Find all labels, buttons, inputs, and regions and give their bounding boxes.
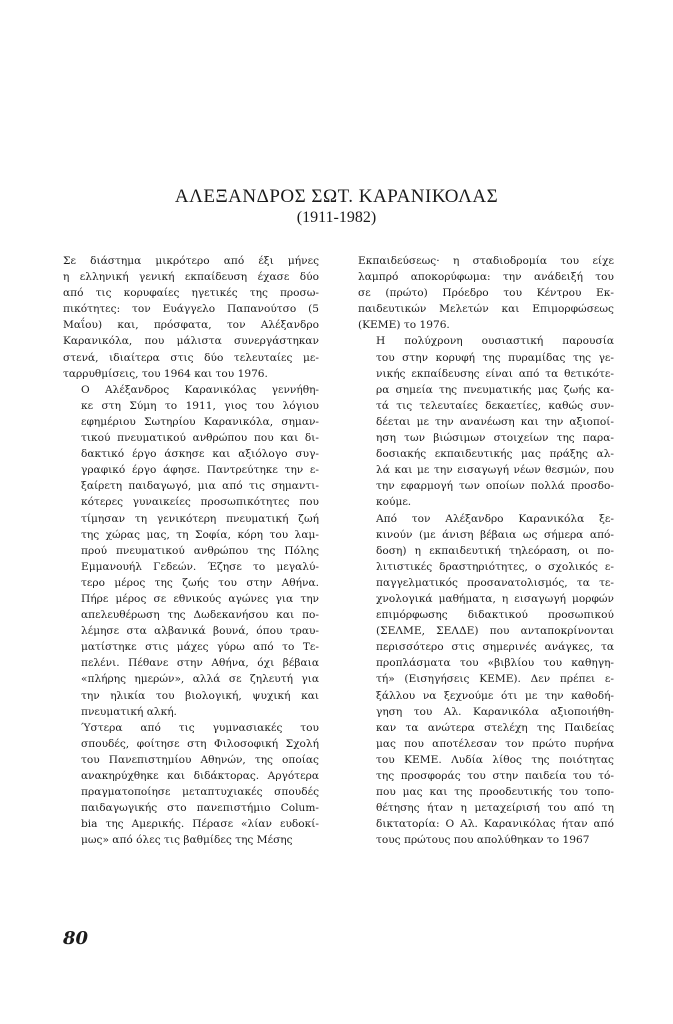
article-years: (1911-1982) <box>296 209 377 226</box>
text-line: Καρανικόλα, που μάλιστα συνεργάστηκαν <box>63 335 319 348</box>
text-line: παιδαγωγικής στο πανεπιστήμιο Colum- <box>81 802 319 815</box>
text-line: θέτησης ήταν η μεταχείρισή του από τη <box>376 802 614 815</box>
text-line: τικού πνευματικού ανθρώπου που και δι- <box>81 432 319 445</box>
text-line: δοσιακής εκπαιδευτικής μας πράξης αλ- <box>376 448 614 461</box>
page-number: 80 <box>63 928 89 949</box>
text-line: (ΣΕΛΜΕ, ΣΕΛΔΕ) που ανταποκρίνονται <box>376 625 614 638</box>
text-line: ρα σημεία της πνευματικής μας ζωής κα- <box>376 383 614 396</box>
text-line: σε (πρώτο) Πρόεδρο του Κέντρου Εκ- <box>358 287 614 300</box>
paragraph <box>63 382 319 720</box>
text-line: λά και με την εισαγωγή νέων θεσμών, που <box>376 464 614 477</box>
left-column <box>63 253 319 848</box>
text-line: (ΚΕΜΕ) το 1976. <box>358 319 450 332</box>
paragraph <box>358 253 614 333</box>
text-line: μας που αποτέλεσαν τον πρώτο πυρήνα <box>376 737 614 750</box>
paragraph <box>358 333 614 510</box>
text-line: πικότητες: τον Ευάγγελο Παπανούτσο (5 <box>63 303 319 316</box>
text-line: απελευθέρωση της Δωδεκανήσου και πο- <box>81 609 319 622</box>
text-line: της χώρας μας, τη Σοφία, κόρη του λαμ- <box>81 528 319 541</box>
text-line: την εφαρμογή των οποίων πολλά προσδο- <box>376 480 614 493</box>
text-line: πελένι. Πέθανε στην Αθήνα, όχι βέβαια <box>81 657 319 670</box>
text-line: ταρρυθμίσεις, του 1964 και του 1976. <box>63 367 268 380</box>
text-line: τους πρώτους που απολύθηκαν το 1967 <box>376 834 590 847</box>
text-line: τίμησαν τη γενικότερη πνευματική ζωή <box>81 512 319 525</box>
text-line: πνευματική αλκή. <box>81 705 177 718</box>
text-line: την ηλικία του βιολογική, ψυχική και <box>81 689 319 702</box>
text-line: Η πολύχρονη ουσιαστική παρουσία <box>376 335 614 348</box>
text-line: ηση των βιώσιμων στοιχείων της παρα- <box>376 432 614 445</box>
text-line: λέμησε στα αλβανικά βουνά, όπου τραυ- <box>81 625 319 638</box>
text-line: ξάλλου να ξεχνούμε ότι με την καθοδή- <box>376 689 614 702</box>
text-line: καν τα ανώτερα στελέχη της Παιδείας <box>376 721 614 734</box>
right-column <box>358 253 614 848</box>
text-line: παιδευτικών Μελετών και Επιμορφώσεως <box>358 303 614 316</box>
text-line: Μαΐου) και, πρόσφατα, τον Αλέξανδρο <box>63 319 319 332</box>
text-line: από τις κορυφαίες ηγετικές της προσω- <box>63 287 319 300</box>
text-line: της προσφοράς του στην παιδεία του τό- <box>376 770 614 782</box>
text-line: περισσότερο στις σημερινές ανάγκες, τα <box>376 641 614 654</box>
text-line: κούμε. <box>376 496 412 509</box>
text-line: τερο μέρος της ζωής του στην Αθήνα. <box>81 576 319 589</box>
text-line: Από τον Αλέξανδρο Καρανικόλα ξε- <box>376 512 614 525</box>
text-line: γραφικό έργο άφησε. Παντρεύτηκε την ε- <box>81 464 319 477</box>
text-line: εφημέριου Σωτηρίου Καρανικόλα, σημαν- <box>81 415 319 428</box>
text-line: τή» (Εισηγήσεις ΚΕΜΕ). Δεν πρέπει ε- <box>376 673 614 686</box>
text-line: προπλάσματα του «βιβλίου του καθηγη- <box>376 657 614 670</box>
text-line: λαμπρό αποκορύφωμα: την ανάδειξή του <box>358 271 614 284</box>
text-line: δικτατορία: Ο Αλ. Καρανικόλας ήταν από <box>376 818 614 831</box>
text-line: Ο Αλέξανδρος Καρανικόλας γεννήθη- <box>81 383 319 396</box>
text-line: Σε διάστημα μικρότερο από έξι μήνες <box>63 255 319 267</box>
text-line: στενά, ιδιαίτερα στις δύο τελευταίες με- <box>63 351 319 364</box>
text-line: χνολογικά μαθήματα, η εισαγωγή μορφών <box>376 592 614 605</box>
text-line: νικής εκπαίδευσης είναι από τα θετικότε- <box>376 367 614 380</box>
text-line: ξαίρετη παιδαγωγό, μια από τις σημαντι- <box>81 480 319 493</box>
text-line: επιμόρφωσης διδακτικού προσωπικού <box>376 609 614 622</box>
paragraph <box>358 511 614 849</box>
text-line: μως» από όλες τις βαθμίδες της Μέσης <box>81 834 293 847</box>
text-line: «πλήρης ημερών», αλλά σε ζηλευτή για <box>81 673 319 686</box>
text-line: δακτικό έργο άσκησε και αξιόλογο συγ- <box>81 448 319 461</box>
text-line: πραγματοποίησε μεταπτυχιακές σπουδές <box>81 786 319 799</box>
text-line: σπουδές, φοίτησε στη Φιλοσοφική Σχολή <box>81 737 319 750</box>
text-line: δοση) η εκπαιδευτική τηλεόραση, οι πο- <box>376 544 614 557</box>
text-line: κινούν (με άνιση βέβαια ως σήμερα από- <box>376 528 614 541</box>
text-line: γηση του Αλ. Καρανικόλα αξιοποιήθη- <box>376 705 614 718</box>
text-line: ανακηρύχθηκε και διδάκτορας. Αργότερα <box>81 770 319 782</box>
paragraph <box>63 720 319 849</box>
text-line: του ΚΕΜΕ. Λυδία λίθος της ποιότητας <box>376 753 614 766</box>
text-line: που μας και της προοδευτικής του τοπο- <box>376 786 614 799</box>
text-line: Εμμανουήλ Γεδεών. Έζησε το μεγαλύ- <box>81 560 319 573</box>
paragraph <box>63 253 319 382</box>
text-line: κότερες γυναικείες προσωπικότητες που <box>81 496 319 509</box>
text-line: δέεται με την ανανέωση και την αξιοποί- <box>376 415 614 428</box>
text-line: κε στη Σύμη το 1911, γιος του λόγιου <box>81 399 319 412</box>
text-line: Πήρε μέρος σε εθνικούς αγώνες για την <box>81 592 319 605</box>
text-line: bia της Αμερικής. Πέρασε «λίαν ευδοκί- <box>81 818 319 831</box>
text-line: η ελληνική γενική εκπαίδευση έχασε δύο <box>63 271 319 284</box>
text-line: ματίστηκε στις μάχες γύρω από το Τε- <box>81 641 319 654</box>
text-line: πρού πνευματικού ανθρώπου της Πόλης <box>81 544 319 557</box>
text-line: Εκπαιδεύσεως· η σταδιοδρομία του είχε <box>358 255 614 267</box>
text-line: του Πανεπιστημίου Αθηνών, της οποίας <box>81 753 319 766</box>
text-line: τά τις τελευταίες δεκαετίες, καθώς συν- <box>376 399 614 412</box>
text-line: του στην κορυφή της πυραμίδας της γε- <box>376 351 614 364</box>
text-line: λιτιστικές δραστηριότητες, ο σχολικός ε- <box>376 560 614 573</box>
text-line: παγγελματικός προσανατολισμός, τα τε- <box>376 576 614 589</box>
article-title: ΑΛΕΞΑΝΔΡΟΣ ΣΩΤ. ΚΑΡΑΝΙΚΟΛΑΣ <box>174 186 499 207</box>
text-line: Ύστερα από τις γυμνασιακές του <box>81 721 319 734</box>
